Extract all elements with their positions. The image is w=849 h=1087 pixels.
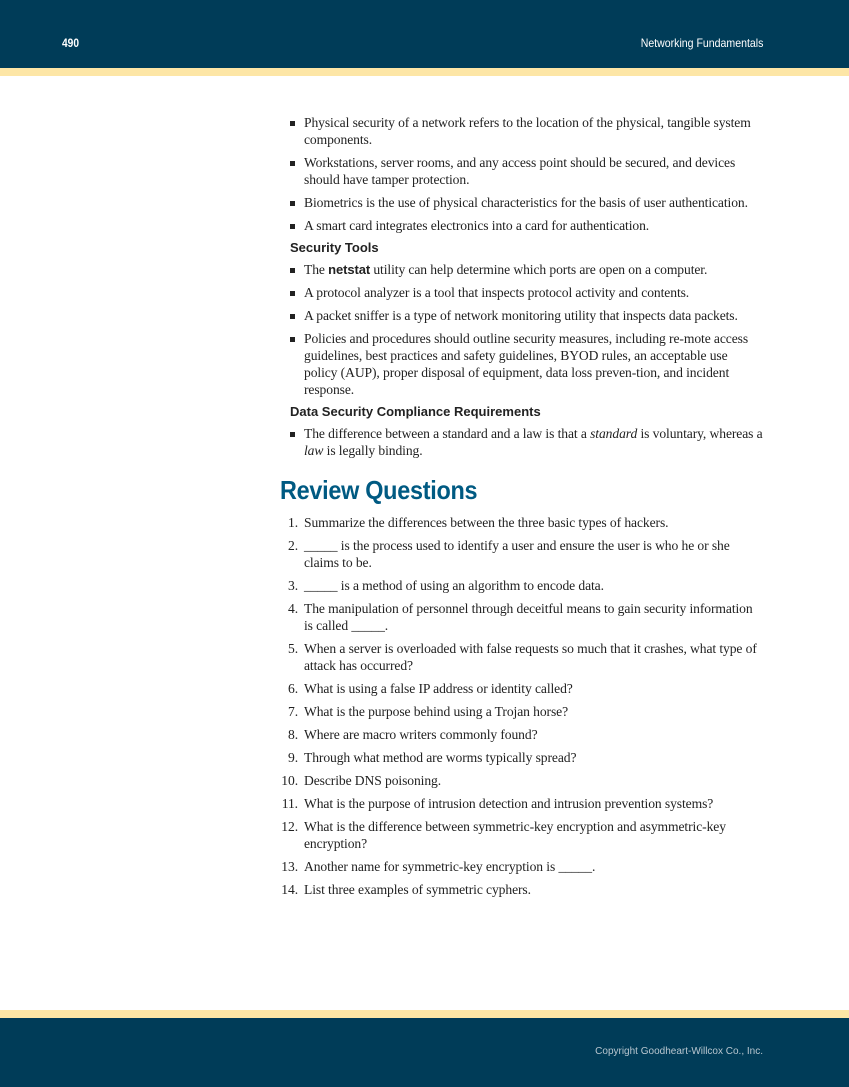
question-number: 2. (288, 538, 298, 553)
term-standard: standard (590, 426, 638, 441)
review-question (280, 818, 764, 852)
review-question (280, 514, 764, 531)
question-text: What is the difference between symmetric-key encryption and asymmetric-key encryption? (304, 819, 726, 851)
question-number: 14. (281, 882, 298, 897)
list-item: A packet sniffer is a type of network monitoring utility that inspects data packets. (280, 307, 764, 324)
security-tools-list (280, 261, 764, 398)
page-header (0, 0, 849, 68)
review-question (280, 600, 764, 634)
review-question (280, 881, 764, 898)
review-questions-list (280, 514, 764, 898)
page-content (280, 114, 764, 904)
question-text: When a server is overloaded with false requests so much that it crashes, what type of attack has occurred? (304, 641, 757, 673)
compliance-list (280, 425, 764, 459)
question-text: Through what method are worms typically spread? (304, 750, 577, 765)
list-item: Workstations, server rooms, and any access point should be secured, and devices should have tamper protection. (280, 154, 764, 188)
book-title: Networking Fundamentals (640, 36, 763, 50)
question-text: List three examples of symmetric cyphers. (304, 882, 531, 897)
copyright: Copyright Goodheart-Willcox Co., Inc. (595, 1046, 763, 1057)
question-number: 4. (288, 601, 298, 616)
review-question (280, 726, 764, 743)
text: utility can help determine which ports are open on a computer. (370, 262, 708, 277)
header-accent-band (0, 68, 849, 76)
text: The (304, 262, 329, 277)
question-text: What is the purpose behind using a Trojan horse? (304, 704, 569, 719)
question-number: 12. (281, 819, 298, 834)
question-text: Where are macro writers commonly found? (304, 727, 538, 742)
question-number: 7. (288, 704, 298, 719)
question-number: 9. (288, 750, 298, 765)
physical-security-list (280, 114, 764, 234)
compliance-heading: Data Security Compliance Requirements (290, 404, 541, 419)
review-question (280, 858, 764, 875)
question-text: What is using a false IP address or identity called? (304, 681, 573, 696)
list-item: Physical security of a network refers to the location of the physical, tangible system components. (280, 114, 764, 148)
list-item (280, 425, 764, 459)
question-text: Describe DNS poisoning. (304, 773, 442, 788)
question-text: The manipulation of personnel through deceitful means to gain security information is called _____. (304, 601, 753, 633)
question-number: 10. (281, 773, 298, 788)
term-law: law (304, 443, 324, 458)
list-item: A smart card integrates electronics into a card for authentication. (280, 217, 764, 234)
review-question (280, 703, 764, 720)
review-question (280, 640, 764, 674)
question-text: _____ is the process used to identify a user and ensure the user is who he or she claims to be. (304, 538, 730, 570)
review-question (280, 680, 764, 697)
page-number: 490 (62, 36, 80, 50)
question-number: 3. (288, 578, 298, 593)
review-question (280, 537, 764, 571)
text: The difference between a standard and a law is that a (304, 426, 591, 441)
question-number: 1. (288, 515, 298, 530)
text: is legally binding. (323, 443, 423, 458)
review-questions-heading: Review Questions (280, 475, 478, 505)
question-text: What is the purpose of intrusion detection and intrusion prevention systems? (304, 796, 714, 811)
question-number: 6. (288, 681, 298, 696)
footer-accent-band (0, 1010, 849, 1018)
page-footer (0, 1018, 849, 1087)
question-text: Another name for symmetric-key encryption is _____. (304, 859, 596, 874)
question-number: 8. (288, 727, 298, 742)
review-question (280, 749, 764, 766)
question-text: _____ is a method of using an algorithm to encode data. (304, 578, 604, 593)
list-item: Biometrics is the use of physical characteristics for the basis of user authentication. (280, 194, 764, 211)
question-number: 13. (281, 859, 298, 874)
list-item (280, 261, 764, 278)
security-tools-heading: Security Tools (290, 240, 379, 255)
list-item: A protocol analyzer is a tool that inspects protocol activity and contents. (280, 284, 764, 301)
list-item: Policies and procedures should outline security measures, including re-mote access guidelines, best practices and safety guidelines, BYOD rules, an acceptable use policy (AUP), proper disposal of equipment, data loss preven-tion, and incident response. (280, 330, 764, 398)
question-text: Summarize the differences between the three basic types of hackers. (304, 515, 669, 530)
review-question (280, 772, 764, 789)
netstat-term: netstat (328, 262, 371, 277)
review-question (280, 577, 764, 594)
question-number: 5. (288, 641, 298, 656)
review-question (280, 795, 764, 812)
question-number: 11. (281, 796, 298, 811)
text: is voluntary, whereas a (637, 426, 763, 441)
